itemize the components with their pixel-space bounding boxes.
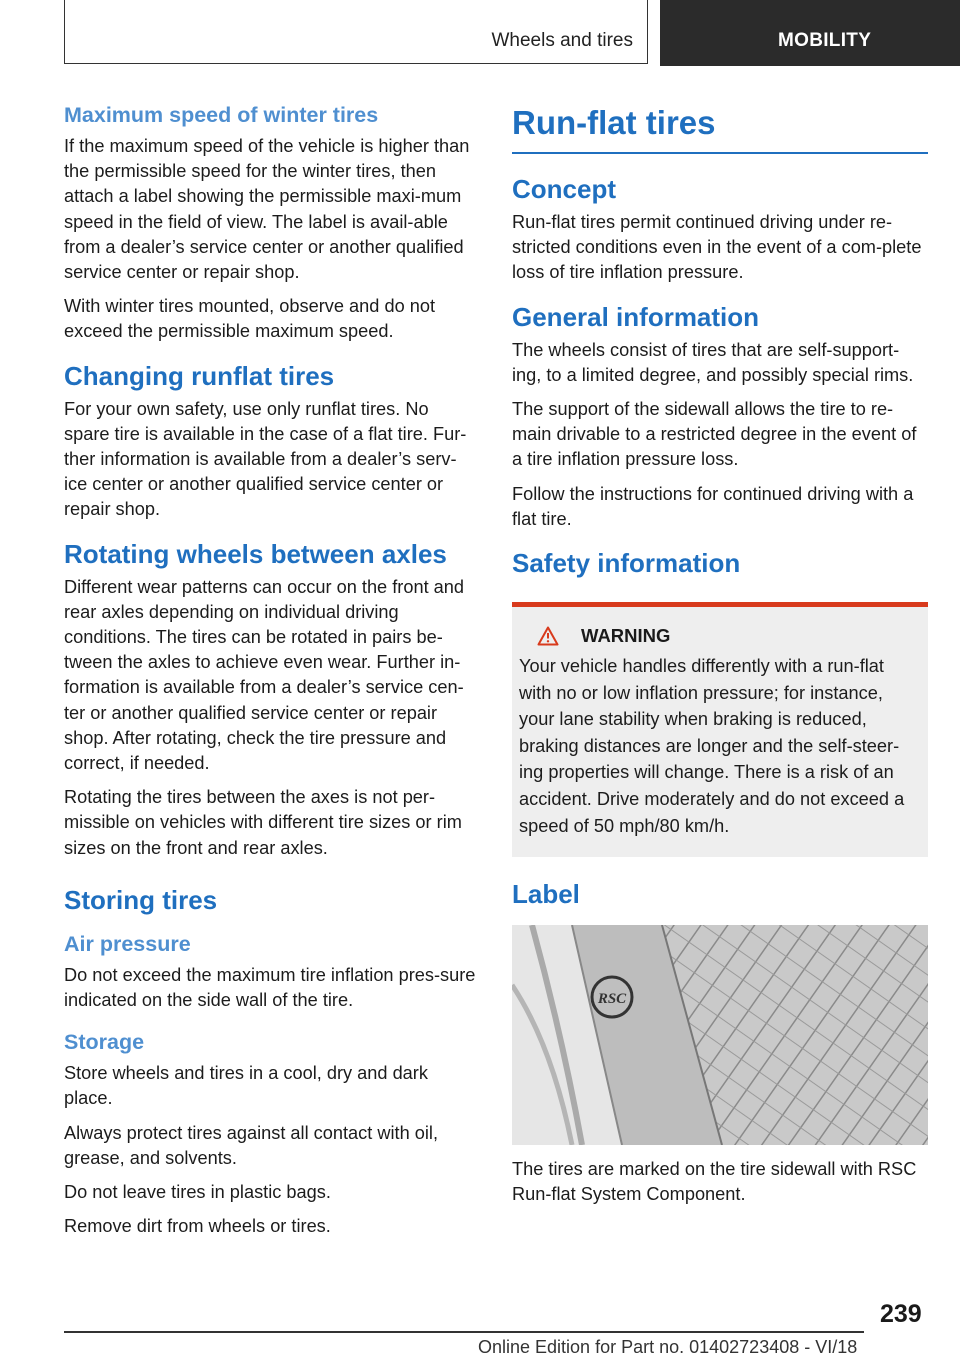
runflat-title: Run-flat tires bbox=[512, 104, 716, 141]
left-column bbox=[64, 100, 478, 1249]
warning-label: WARNING bbox=[581, 625, 671, 647]
winter-speed-heading: Maximum speed of winter tires bbox=[64, 103, 379, 127]
edition-note: Online Edition for Part no. 01402723408 - VI/18 bbox=[478, 1337, 858, 1357]
safety-info-heading: Safety information bbox=[512, 548, 741, 579]
right-column bbox=[512, 100, 928, 1217]
footer-rule bbox=[64, 1331, 864, 1333]
general-info-heading: General information bbox=[512, 301, 760, 332]
storage-heading: Storage bbox=[64, 1030, 145, 1055]
winter-speed-paragraph-1: If the maximum speed of the vehicle is higher than the permissible speed for the winter tires, then attach a label showing the permissible maxi-mum speed in the field of view. The label is avail-able from a dealer’s service center or another qualified service center or repair shop. bbox=[64, 136, 470, 283]
warning-title bbox=[519, 625, 921, 647]
warning-triangle-icon bbox=[537, 626, 559, 646]
header-chapter-title: MOBILITY bbox=[778, 30, 872, 51]
changing-runflat-heading: Changing runflat tires bbox=[64, 360, 335, 391]
page-number: 239 bbox=[880, 1300, 922, 1328]
general-info-paragraph-1: The wheels consist of tires that are self-support-ing, to a limited degree, and possibly special rims. bbox=[512, 339, 914, 385]
storage-paragraph-3: Do not leave tires in plastic bags. bbox=[64, 1182, 331, 1203]
warning-box bbox=[512, 602, 928, 857]
storage-paragraph-2: Always protect tires against all contact with oil, grease, and solvents. bbox=[64, 1122, 439, 1168]
header-chapter-box bbox=[660, 0, 960, 66]
storing-tires-heading: Storing tires bbox=[64, 884, 218, 915]
warning-text: Your vehicle handles differently with a run-flat with no or low inflation pressure; for instance, your lane stability when braking is reduced, braking distances are longer and the self-steer-ing properties will change. There is a risk of an accident. Drive moderately and do not exceed a speed of 50 mph/80 km/h. bbox=[519, 656, 905, 836]
tire-illustration bbox=[512, 925, 928, 1145]
winter-speed-paragraph-2: With winter tires mounted, observe and do not exceed the permissible maximum speed. bbox=[64, 296, 436, 342]
general-info-paragraph-3: Follow the instructions for continued driving with a flat tire. bbox=[512, 483, 914, 529]
changing-runflat-paragraph: For your own safety, use only runflat tires. No spare tire is available in the case of a flat tire. Fur-ther information is available from a dealer’s serv-ice center or another qualified service center or repair shop. bbox=[64, 398, 467, 520]
rotating-wheels-paragraph-1: Different wear patterns can occur on the front and rear axles depending on individual driving conditions. The tires can be rotated in pairs be-tween the axles to achieve even wear. Further in-formation is available from a dealer’s service cen-ter or another qualified service center or repair shop. After rotating, check the tire pressure and correct, if needed. bbox=[64, 576, 465, 774]
label-paragraph: The tires are marked on the tire sidewall with RSC Run-flat System Component. bbox=[512, 1159, 917, 1205]
air-pressure-heading: Air pressure bbox=[64, 931, 191, 956]
rotating-wheels-paragraph-2: Rotating the tires between the axes is not per-missible on vehicles with different tire sizes or rim sizes on the front and rear axles. bbox=[64, 787, 462, 858]
tire-sidewall-figure bbox=[512, 925, 928, 1145]
header-section-title: Wheels and tires bbox=[491, 30, 633, 51]
storage-paragraph-1: Store wheels and tires in a cool, dry and dark place. bbox=[64, 1063, 428, 1109]
rsc-logo bbox=[592, 977, 632, 1017]
title-rule bbox=[512, 152, 928, 154]
general-info-paragraph-2: The support of the sidewall allows the tire to re-main drivable to a restricted degree in the event of a tire inflation pressure loss. bbox=[512, 399, 917, 470]
concept-heading: Concept bbox=[512, 174, 616, 204]
concept-paragraph: Run-flat tires permit continued driving under re-stricted conditions even in the event of a com-plete loss of tire inflation pressure. bbox=[512, 212, 922, 283]
air-pressure-paragraph: Do not exceed the maximum tire inflation pres-sure indicated on the side wall of the tire. bbox=[64, 964, 476, 1011]
svg-text:RSC: RSC bbox=[597, 991, 627, 1008]
rotating-wheels-heading: Rotating wheels between axles bbox=[64, 538, 447, 569]
header-section-box bbox=[64, 0, 648, 64]
label-heading: Label bbox=[512, 879, 580, 910]
storage-paragraph-4: Remove dirt from wheels or tires. bbox=[64, 1216, 331, 1237]
